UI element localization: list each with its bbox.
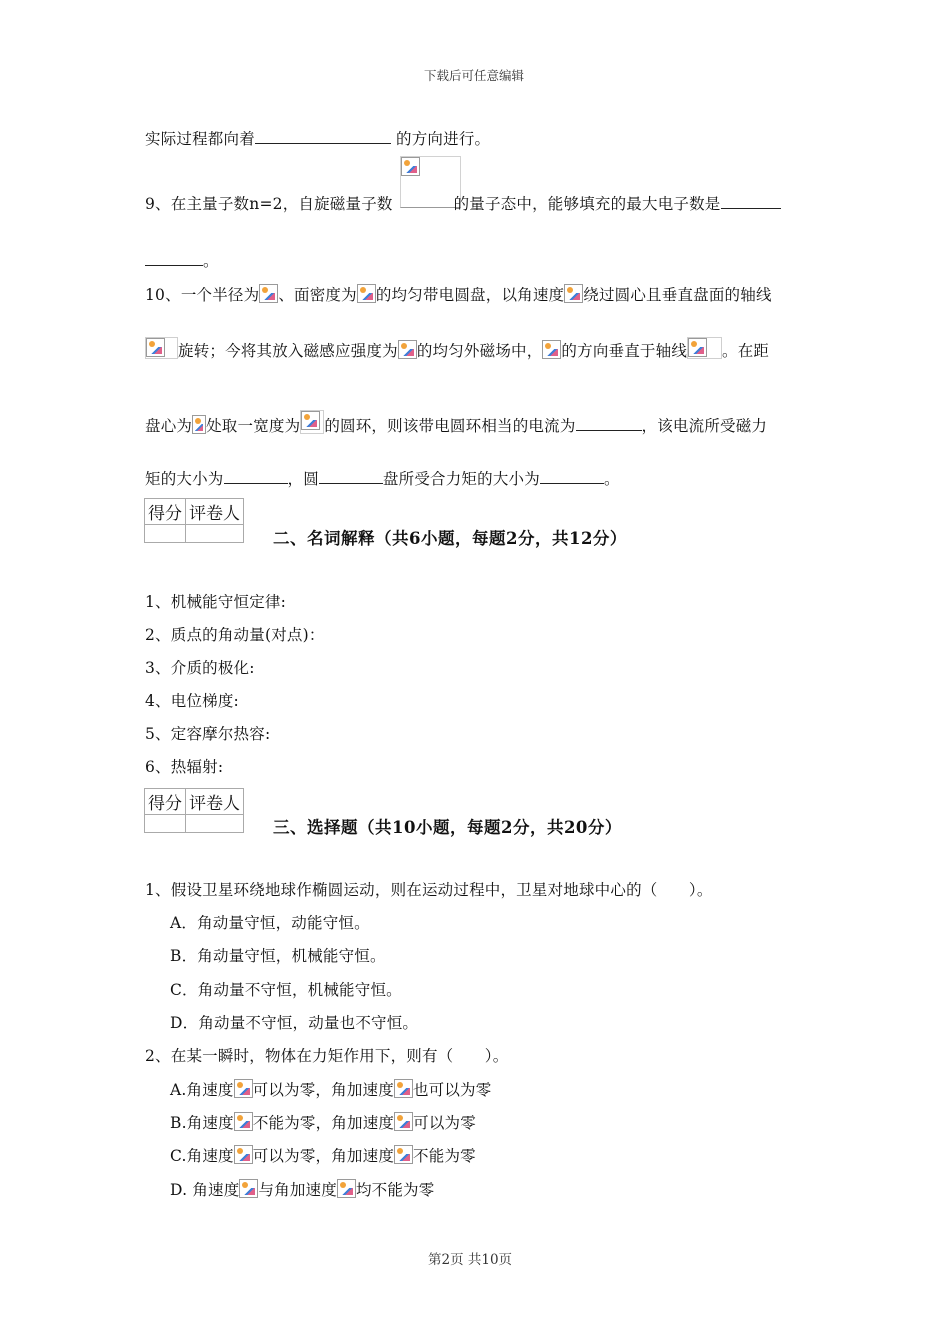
section-title: 三、选择题（共10小题，每题2分，共20分） [273,818,622,837]
term-item: 3、介质的极化: [145,659,255,677]
option-text: C.角速度 [170,1147,234,1165]
option-text: 也可以为零 [412,1081,492,1099]
formula-image-icon [234,1079,253,1098]
score-label: 得分 [145,499,186,525]
option-text: B.角速度 [170,1114,234,1132]
q9-post: 的量子态中，能够填充的最大电子数是 [453,195,721,213]
image-frame [300,410,324,434]
option-text: 不能为零 [413,1147,476,1165]
q10-text: ，该电流所受磁力 [641,417,768,435]
q9-line2 [145,250,219,271]
q10-text: 旋转；今将其放入磁感应强度为 [178,342,398,360]
answer-blank[interactable] [224,468,288,484]
answer-blank[interactable] [319,468,383,484]
option-c[interactable]: C．角动量不守恒，机械能守恒。 [170,981,402,999]
formula-image-icon [146,338,165,357]
grader-label: 评卷人 [186,499,244,525]
question-stem: 2、在某一瞬时，物体在力矩作用下，则有（ ）。 [145,1047,509,1065]
q10-line2 [145,337,769,361]
q10-text: 绕过圆心且垂直盘面的轴线 [583,286,772,304]
formula-image-icon [357,284,376,303]
q10-line3 [145,410,767,436]
answer-blank[interactable] [540,468,604,484]
option-a[interactable]: A．角动量守恒，动能守恒。 [170,914,370,932]
option-c[interactable] [170,1145,476,1166]
q10-text: 的均匀外磁场中， [416,342,543,360]
image-frame [687,337,722,359]
q8-text: 实际过程都向着 [145,130,255,148]
q10-text: 矩的大小为 [145,470,224,488]
image-frame [145,337,178,359]
option-text: 可以为零，角加速度 [252,1081,394,1099]
q10-text: 处取一宽度为 [206,417,301,435]
question-stem: 1、假设卫星环绕地球作椭圆运动，则在运动过程中，卫星对地球中心的（ ）。 [145,881,713,899]
page-header-note: 下载后可任意编辑 [424,68,525,83]
score-cell[interactable] [145,815,186,833]
q10-text: 10、一个半径为 [145,286,260,304]
q10-text: 盘心为 [145,417,193,435]
page-footer: 第2页 共10页 [428,1252,513,1268]
q10-text: 盘所受合力矩的大小为 [382,470,540,488]
answer-blank[interactable] [145,250,203,266]
formula-image-icon [394,1145,413,1164]
option-text: 与角加速度 [258,1181,337,1199]
option-a[interactable] [170,1079,491,1100]
score-cell[interactable] [145,525,186,543]
section-title: 二、名词解释（共6小题，每题2分，共12分） [273,529,627,548]
formula-image-icon [394,1079,413,1098]
option-b[interactable] [170,1112,476,1133]
term-item: 5、定容摩尔热容: [145,725,271,743]
q10-text: 。 [603,470,620,488]
score-table [144,788,244,833]
option-text: 均不能为零 [355,1181,435,1199]
formula-image-icon [394,1112,413,1131]
formula-image-icon [192,415,206,434]
term-item: 2、质点的角动量(对点)： [145,626,325,644]
q10-line1 [145,284,772,305]
formula-image-icon [301,411,320,430]
option-text: 不能为零，角加速度 [252,1114,395,1132]
q10-line4 [145,468,620,489]
formula-image-icon [259,284,278,303]
formula-image-icon [337,1179,356,1198]
q10-text: 的方向垂直于轴线 [561,342,688,360]
option-text: A.角速度 [170,1081,234,1099]
q8-after: 的方向进行。 [390,130,491,148]
term-item: 6、热辐射: [145,758,224,776]
q8-tail [145,128,490,149]
term-item: 4、电位梯度: [145,692,239,710]
option-text: 可以为零 [413,1114,476,1132]
grader-cell[interactable] [186,525,244,543]
score-label: 得分 [145,789,186,815]
formula-image-icon [234,1145,253,1164]
formula-image-icon [239,1179,258,1198]
q10-text: 的均匀带电圆盘，以角速度 [375,286,565,304]
formula-image-icon [234,1112,253,1131]
q9-pre: 9、在主量子数n=2，自旋磁量子数 [145,195,393,213]
answer-blank[interactable] [576,415,642,431]
answer-blank[interactable] [255,128,391,144]
option-text: D. 角速度 [170,1181,240,1199]
formula-image-icon [398,340,417,359]
formula-image-icon [401,157,420,176]
score-table [144,498,244,543]
option-text: 可以为零，角加速度 [252,1147,395,1165]
answer-blank[interactable] [721,193,781,209]
formula-image-icon [688,338,707,357]
q9-end: 。 [203,252,219,270]
q10-text: 、面密度为 [278,286,357,304]
option-d[interactable] [170,1179,434,1200]
option-d[interactable]: D．角动量不守恒，动量也不守恒。 [170,1014,419,1032]
q9-line1 [145,193,781,214]
formula-image-icon [564,284,583,303]
grader-label: 评卷人 [186,789,244,815]
q10-text: 的圆环，则该带电圆环相当的电流为 [324,417,576,435]
term-item: 1、机械能守恒定律: [145,593,287,611]
option-b[interactable]: B．角动量守恒，机械能守恒。 [170,947,386,965]
grader-cell[interactable] [186,815,244,833]
q10-text: ，圆 [287,470,319,488]
formula-image-icon [542,340,561,359]
q10-text: 。在距 [722,342,770,360]
